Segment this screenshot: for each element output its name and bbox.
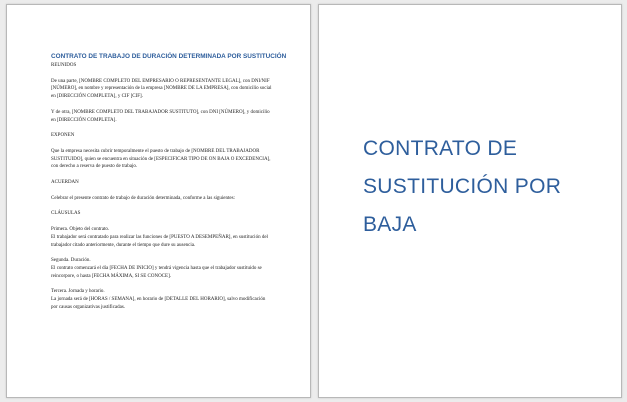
document-page-1 [6, 4, 311, 398]
paragraph-exponen: Que la empresa necesita cubrir temporalmente el puesto de trabajo de [NOMBRE DEL TRABAJADOR SUSTITUIDO], quien se encuentra en situación de [ESPECIFICAR TIPO DE ON BAJA O EXCEDENCIA], con derecho a reserva de puesto de trabajo. [51, 148, 271, 170]
clause-segunda-title: Segunda. Duración. [51, 258, 91, 264]
clause-tercera [51, 288, 273, 311]
clause-segunda-text: El contrato comenzará el día [FECHA DE INICIO] y tendrá vigencia hasta que el trabajador sustituido se reincorpore, o hasta [FECHA MÁXIMA, SI SE CONOCE]. [51, 265, 262, 279]
clause-tercera-title: Tercera. Jornada y horario. [51, 289, 105, 295]
cover-title: CONTRATO DE SUSTITUCIÓN POR BAJA [363, 137, 562, 236]
clause-primera-title: Primera. Objeto del contrato. [51, 227, 110, 233]
paragraph-acuerdan: Celebrar el presente contrato de trabajo de duración determinada, conforme a las siguientes: [51, 195, 235, 201]
clause-primera-text: El trabajador será contratado para realizar las funciones de [PUESTO A DESEMPEÑAR], en sustitución del trabajador citado anteriormente, durante el tiempo que dure su ausencia. [51, 234, 268, 248]
paragraph-parte-trabajador: Y de otra, [NOMBRE COMPLETO DEL TRABAJADOR SUSTITUTO], con DNI [NÚMERO], y domicilio en [DIRECCIÓN COMPLETA]. [51, 109, 270, 123]
clause-segunda [51, 257, 273, 280]
section-heading-acuerdan: ACUERDAN [51, 180, 79, 186]
clause-primera [51, 226, 273, 249]
paragraph-parte-empresa: De una parte, [NOMBRE COMPLETO DEL EMPRESARIO O REPRESENTANTE LEGAL], con DNI/NIF [NÚMERO], en nombre y representación de la empresa [NOMBRE DE LA EMPRESA], con domicilio social en [DIRECCIÓN COMPLETA], y CIF [CIF]. [51, 78, 272, 100]
clause-tercera-text: La jornada será de [HORAS / SEMANA], en horario de [DETALLE DEL HORARIO], salvo modificación por causas organizativas justificadas. [51, 297, 266, 310]
document-body [51, 62, 273, 319]
section-heading-clausulas: CLÁUSULAS [51, 211, 81, 217]
document-page-2 [318, 4, 622, 398]
section-heading-exponen: EXPONEN [51, 133, 75, 139]
section-heading-reunidos: REUNIDOS [51, 63, 77, 68]
document-title: CONTRATO DE TRABAJO DE DURACIÓN DETERMINADA POR SUSTITUCIÓN [51, 53, 287, 60]
